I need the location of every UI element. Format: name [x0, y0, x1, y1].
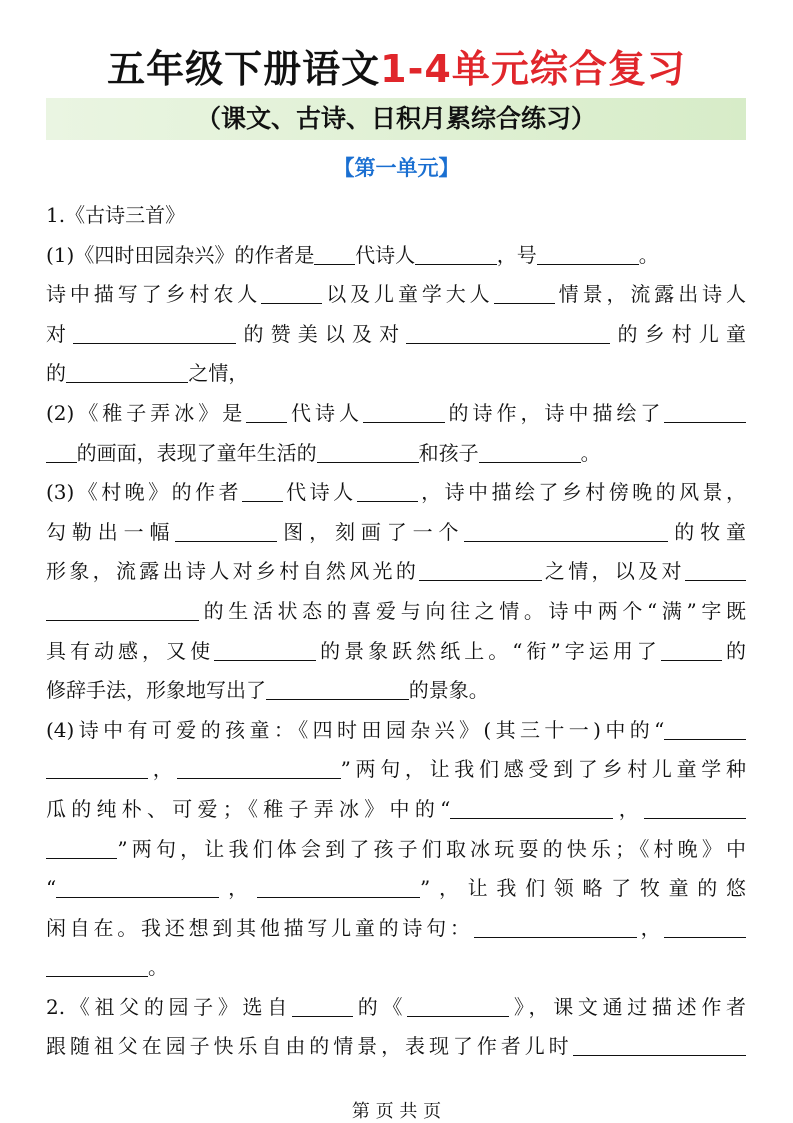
text-run: 诗中描写了乡村农人	[46, 282, 262, 307]
text-run: 以及儿童学大人	[322, 282, 494, 307]
text-line	[46, 711, 746, 751]
answer-blank[interactable]	[479, 440, 581, 463]
text-line	[46, 513, 746, 553]
text-run: 的景象跃然纸上。“衔”字运用了	[316, 638, 661, 663]
text-run: 的牧童	[668, 519, 746, 544]
title-part-black: 五年级下册语文	[107, 47, 381, 91]
text-line	[46, 354, 746, 394]
answer-blank[interactable]	[474, 915, 637, 938]
text-run: ，	[148, 757, 178, 782]
text-run: 闲自在。我还想到其他描写儿童的诗句：	[46, 915, 474, 940]
text-line	[46, 1027, 746, 1067]
answer-blank[interactable]	[664, 400, 746, 423]
text-line	[46, 552, 746, 592]
text-run: 》，课文通过描述作者	[509, 994, 746, 1019]
text-run: 代诗人	[355, 242, 416, 267]
answer-blank[interactable]	[177, 756, 340, 779]
text-run: 的赞美以及对	[236, 321, 407, 346]
text-run: 2.《祖父的园子》选自	[46, 994, 292, 1019]
text-run: ，	[636, 915, 665, 940]
unit-heading: 【第一单元】	[333, 156, 460, 180]
text-run: 图，刻画了一个	[277, 519, 465, 544]
text-run: 跟随祖父在园子快乐自由的情景，表现了作者儿时	[46, 1034, 573, 1059]
page-footer: 第 页 共 页	[351, 1101, 442, 1122]
answer-blank[interactable]	[419, 558, 541, 581]
text-run: 代诗人	[282, 480, 357, 505]
answer-blank[interactable]	[573, 1033, 746, 1056]
text-run: ”，让我们领略了牧童的悠	[420, 876, 746, 901]
answer-blank[interactable]	[242, 479, 283, 502]
text-run: 情景，流露出诗人	[554, 282, 746, 307]
text-line	[46, 236, 746, 276]
text-run: 的景象。	[408, 678, 489, 703]
text-run: 之情，以及对	[541, 559, 685, 584]
text-line	[46, 830, 746, 870]
answer-blank[interactable]	[464, 519, 668, 542]
answer-blank[interactable]	[46, 598, 199, 621]
answer-blank[interactable]	[66, 360, 188, 383]
text-run: 的画面，表现了童年生活的	[76, 440, 317, 465]
answer-blank[interactable]	[266, 677, 409, 700]
text-run: 的《	[353, 994, 408, 1019]
text-run: “	[46, 876, 57, 901]
answer-blank[interactable]	[175, 519, 277, 542]
answer-blank[interactable]	[664, 915, 746, 938]
text-run: ，号	[496, 242, 537, 267]
text-line	[46, 434, 746, 474]
text-run: 。	[580, 440, 601, 465]
text-run: 和孩子	[418, 440, 479, 465]
answer-blank[interactable]	[261, 281, 322, 304]
text-line	[46, 671, 746, 711]
answer-blank[interactable]	[56, 875, 219, 898]
text-line	[46, 948, 746, 988]
text-run: 。	[638, 242, 659, 267]
text-run: 修辞手法，形象地写出了	[46, 678, 266, 703]
answer-blank[interactable]	[214, 638, 316, 661]
text-run: 之情，	[188, 361, 249, 386]
answer-blank[interactable]	[357, 479, 418, 502]
text-run: 具有动感，又使	[46, 638, 215, 663]
text-line	[46, 869, 746, 909]
text-line	[46, 315, 746, 355]
text-line	[46, 632, 746, 672]
answer-blank[interactable]	[644, 796, 746, 819]
subtitle-banner	[46, 98, 746, 140]
text-run: 形象，流露出诗人对乡村自然风光的	[46, 559, 420, 584]
answer-blank[interactable]	[661, 638, 722, 661]
answer-blank[interactable]	[537, 242, 639, 265]
text-line	[46, 196, 746, 236]
text-run: 代诗人	[287, 400, 363, 425]
answer-blank[interactable]	[406, 321, 610, 344]
answer-blank[interactable]	[317, 440, 419, 463]
text-run: 的诗作，诗中描绘了	[444, 400, 665, 425]
text-line	[46, 790, 746, 830]
text-line	[46, 750, 746, 790]
text-line	[46, 592, 746, 632]
answer-blank[interactable]	[73, 321, 236, 344]
exercise-content	[46, 196, 746, 1067]
answer-blank[interactable]	[46, 836, 117, 859]
answer-blank[interactable]	[363, 400, 445, 423]
text-run: 的	[46, 361, 66, 386]
text-run: ”两句，让我们体会到了孩子们取冰玩耍的快乐；《村晚》中	[117, 836, 746, 861]
text-line	[46, 988, 746, 1028]
answer-blank[interactable]	[292, 994, 353, 1017]
text-run: (4)诗中有可爱的孩童：《四时田园杂兴》(其三十一)中的“	[46, 717, 665, 742]
text-run: 对	[46, 321, 74, 346]
text-run: ，	[613, 796, 644, 821]
answer-blank[interactable]	[494, 281, 555, 304]
text-run: 1.《古诗三首》	[46, 203, 186, 227]
text-run: (3)《村晚》的作者	[46, 480, 242, 505]
text-run: (1)《四时田园杂兴》的作者是	[46, 242, 315, 267]
title-part-red: 1-4单元综合复习	[380, 47, 686, 91]
answer-blank[interactable]	[257, 875, 420, 898]
text-run: ，诗中描绘了乡村傍晚的风景，	[417, 480, 746, 505]
page-title	[0, 38, 793, 93]
text-line	[46, 275, 746, 315]
answer-blank[interactable]	[450, 796, 613, 819]
answer-blank[interactable]	[46, 756, 148, 779]
answer-blank[interactable]	[314, 242, 355, 265]
subtitle: （课文、古诗、日积月累综合练习）	[195, 104, 596, 133]
answer-blank[interactable]	[664, 717, 746, 740]
answer-blank[interactable]	[46, 440, 77, 463]
text-run: 的	[722, 638, 746, 663]
text-run: 的乡村儿童	[610, 321, 746, 346]
text-run: 。	[148, 955, 168, 980]
text-line	[46, 394, 746, 434]
text-run: 瓜的纯朴、可爱；《稚子弄冰》中的“	[46, 796, 451, 821]
text-run: ，	[219, 876, 257, 901]
text-line	[46, 473, 746, 513]
text-run: 的生活状态的喜爱与向往之情。诗中两个“满”字既	[199, 598, 746, 623]
answer-blank[interactable]	[246, 400, 287, 423]
answer-blank[interactable]	[685, 558, 746, 581]
text-run: 勾勒出一幅	[46, 519, 176, 544]
text-run: (2)《稚子弄冰》是	[46, 400, 247, 425]
text-line	[46, 909, 746, 949]
answer-blank[interactable]	[407, 994, 509, 1017]
answer-blank[interactable]	[46, 954, 148, 977]
answer-blank[interactable]	[415, 242, 497, 265]
text-run: ”两句，让我们感受到了乡村儿童学种	[340, 757, 746, 782]
